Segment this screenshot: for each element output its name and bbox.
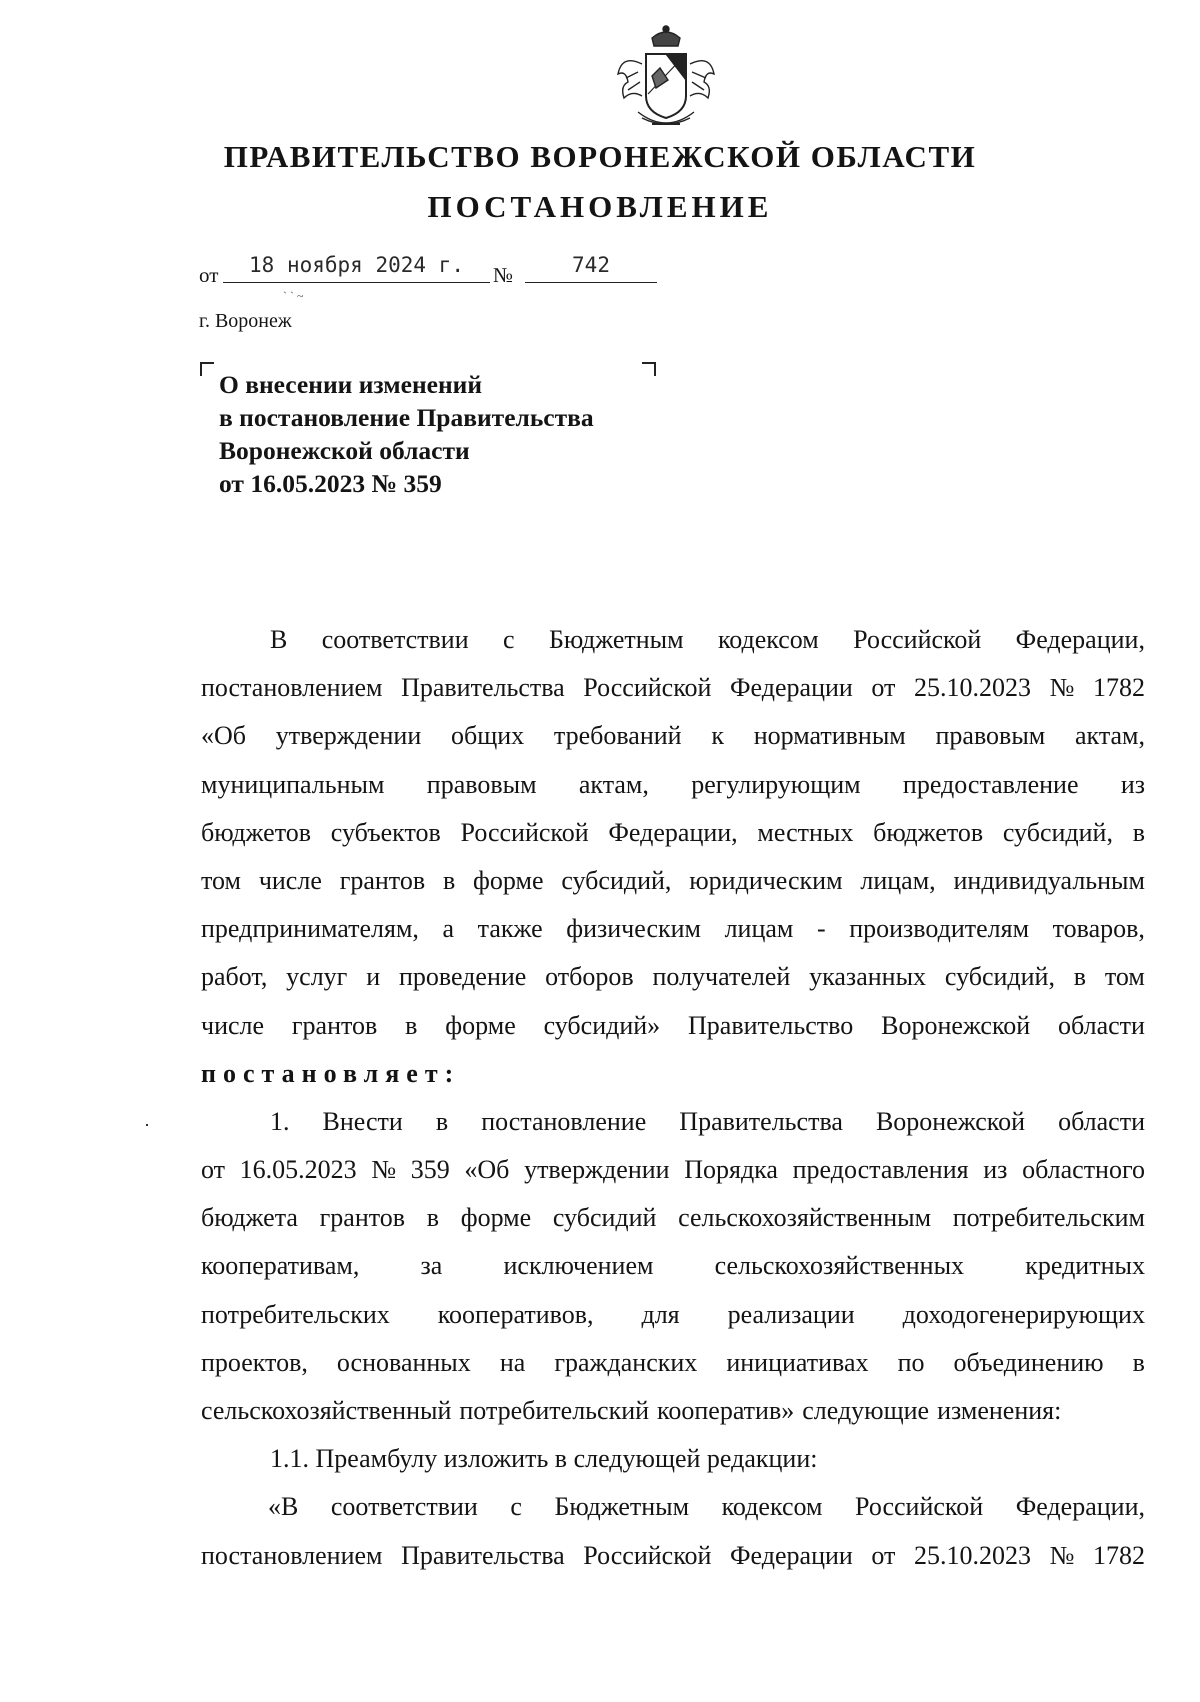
body-line: потребительских кооперативов, для реализации доходогенерирующих — [201, 1299, 1145, 1329]
body-line: постановлением Правительства Российской Федерации от 25.10.2023 № 1782 — [201, 673, 1145, 703]
body-line: сельскохозяйственный потребительский кооператив» следующие изменения: — [201, 1396, 1062, 1425]
body-line: бюджета грантов в форме субсидий сельскохозяйственным потребительским — [201, 1203, 1145, 1233]
body-line: «В соответствии с Бюджетным кодексом Российской Федерации, — [268, 1492, 1145, 1522]
body-line: «Об утверждении общих требований к нормативным правовым актам, — [201, 721, 1145, 751]
document-body — [201, 616, 1145, 1580]
subject-line: от 16.05.2023 № 359 — [219, 469, 442, 498]
number-prefix: № — [493, 263, 514, 287]
body-line: проектов, основанных на гражданских инициативах по объединению в — [201, 1347, 1145, 1377]
subject-line: Воронежской области — [219, 436, 470, 465]
body-line: работ, услуг и проведение отборов получателей указанных субсидий, в том — [201, 962, 1145, 992]
body-line: бюджетов субъектов Российской Федерации, местных бюджетов субсидий, в — [201, 817, 1145, 847]
body-line: постановлением Правительства Российской Федерации от 25.10.2023 № 1782 — [201, 1540, 1145, 1570]
body-line: постановляет: — [201, 1058, 461, 1088]
city: г. Воронеж — [199, 310, 292, 332]
body-line: 1. Внести в постановление Правительства Воронежской области — [270, 1106, 1145, 1136]
body-line: предпринимателям, а также физическим лицам - производителям товаров, — [201, 914, 1145, 944]
body-line: от 16.05.2023 № 359 «Об утверждении Порядка предоставления из областного — [201, 1155, 1145, 1185]
body-line: кооперативам, за исключением сельскохозяйственных кредитных — [201, 1251, 1145, 1281]
body-line: числе грантов в форме субсидий» Правительство Воронежской области — [201, 1010, 1145, 1040]
document-number: 742 — [525, 250, 657, 283]
subject-line: в постановление Правительства — [219, 403, 594, 432]
date-number-line — [199, 250, 659, 290]
body-line: В соответствии с Бюджетным кодексом Российской Федерации, — [270, 625, 1145, 654]
document-date: 18 ноября 2024 г. — [223, 250, 490, 283]
body-line: муниципальным правовым актам, регулирующим предоставление из — [201, 769, 1145, 799]
subject-corner-left — [200, 362, 214, 376]
body-line: 1.1. Преамбулу изложить в следующей редакции: — [270, 1444, 818, 1474]
coat-of-arms-icon — [612, 24, 720, 134]
date-prefix: от — [199, 263, 219, 287]
body-line: том числе грантов в форме субсидий, юридическим лицам, индивидуальным — [201, 865, 1145, 895]
document-type: ПОСТАНОВЛЕНИЕ — [427, 189, 773, 224]
margin-dot — [146, 1124, 148, 1126]
document-subject — [219, 368, 659, 500]
subject-line: О внесении изменений — [219, 370, 483, 399]
government-title: ПРАВИТЕЛЬСТВО ВОРОНЕЖСКОЙ ОБЛАСТИ — [223, 139, 977, 174]
ink-marks: ` ` ~ — [283, 289, 304, 303]
